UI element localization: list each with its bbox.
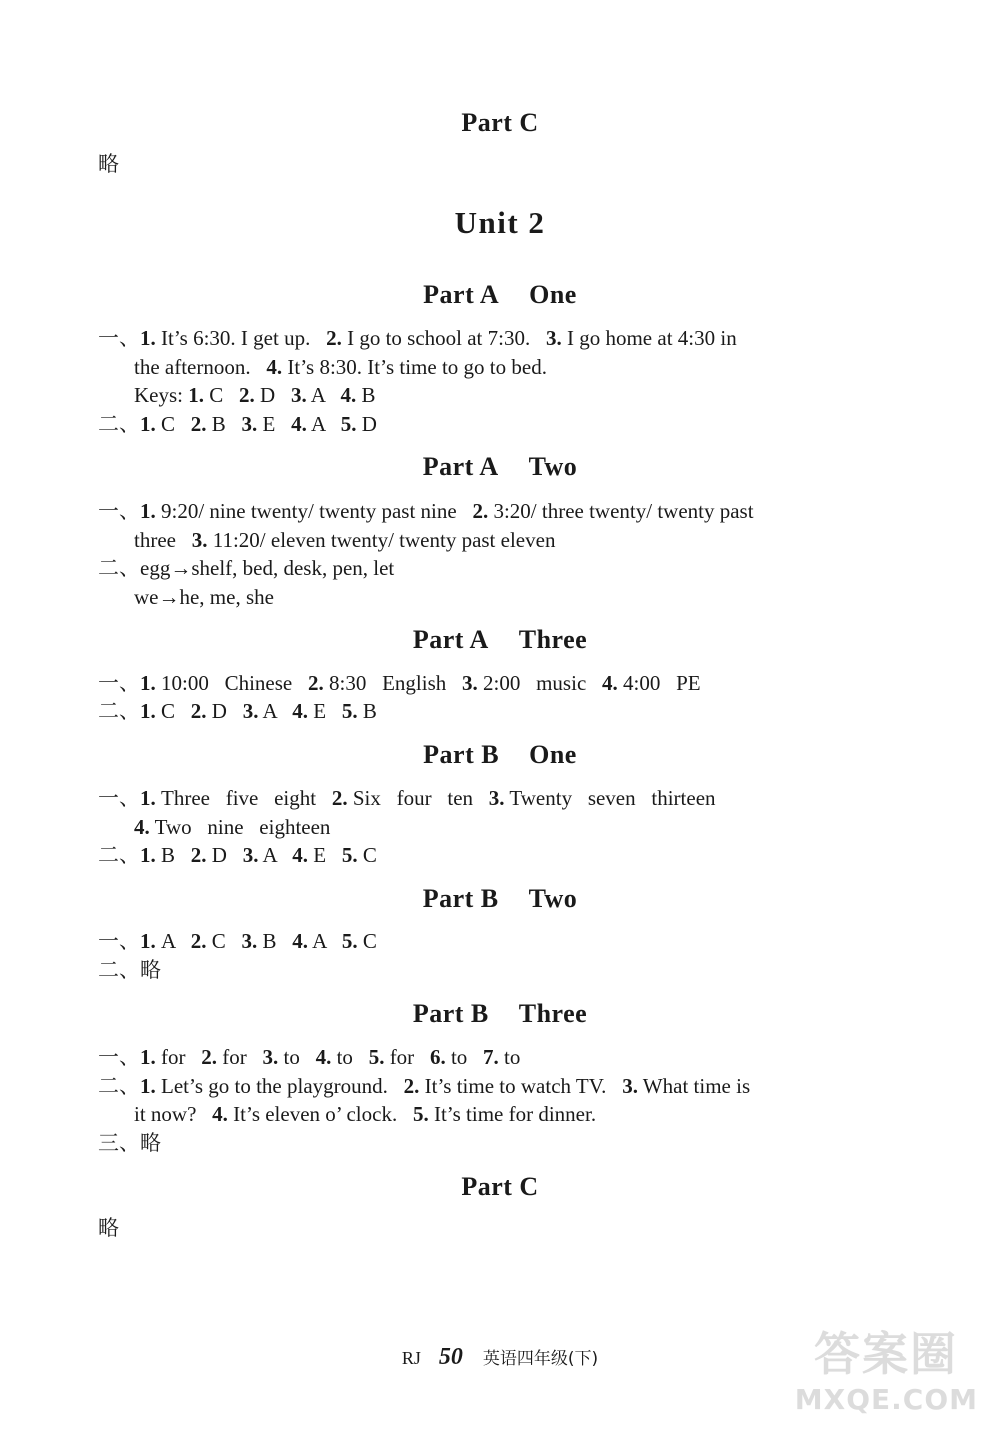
pa2-line-1 [98, 501, 754, 522]
section-marker: 一、 [98, 671, 140, 695]
heading-part: Part B [422, 884, 499, 913]
section-marker: 二、 [98, 1074, 140, 1098]
item-number: 2. [331, 786, 348, 810]
heading-part-b-three [0, 999, 1000, 1029]
section-marker: 一、 [98, 929, 140, 953]
item-answer: B [356, 383, 376, 407]
item-text: three [134, 528, 192, 552]
item-answer: E [308, 843, 342, 867]
item-number: 3. [241, 929, 258, 953]
item-number: 2. [472, 499, 489, 523]
item-number: 4. [292, 699, 309, 723]
item-number: 4. [315, 1045, 332, 1069]
item-answer: B [206, 412, 242, 436]
item-answer: C [155, 412, 191, 436]
item-number: 1. [140, 843, 156, 867]
heading-part-c-bottom: Part C [461, 1172, 539, 1201]
item-number: 1. [140, 699, 156, 723]
section-marker: 二、 [98, 958, 140, 982]
item-answer: D [356, 412, 377, 436]
item-number: 1. [140, 326, 156, 350]
item-number: 3. [488, 786, 505, 810]
item-answer: D [206, 843, 243, 867]
item-text: Let’s go to the playground. [155, 1074, 404, 1098]
item-number: 3. [242, 699, 259, 723]
section-marker: 二、 [98, 843, 140, 867]
item-number: 2. [308, 671, 324, 695]
item-answer: B [357, 699, 377, 723]
item-text: 略 [140, 958, 161, 982]
heading-sub: Three [518, 999, 588, 1028]
item-text: It’s time to watch TV. [419, 1074, 623, 1098]
item-answer: A [308, 929, 342, 953]
item-number: 1. [140, 1045, 156, 1069]
item-number: 3. [622, 1074, 638, 1098]
item-number: 1. [140, 412, 156, 436]
item-number: 2. [239, 383, 255, 407]
pa1-line-1 [98, 328, 737, 349]
heading-part: Part B [412, 999, 489, 1028]
item-answer: to [498, 1045, 521, 1069]
item-answer: to [278, 1045, 316, 1069]
section-marker: 一、 [98, 326, 140, 350]
item-text: It’s 8:30. It’s time to go to bed. [282, 355, 547, 379]
item-number: 4. [291, 412, 307, 436]
item-text: Two nine eighteen [149, 815, 331, 839]
item-number: 5. [341, 843, 358, 867]
item-number: 4. [212, 1102, 228, 1126]
item-answer: A [155, 929, 191, 953]
pb1-line-2 [134, 817, 330, 838]
item-text: 略 [140, 1131, 161, 1155]
unit-title: Unit 2 [454, 205, 546, 240]
pb1-line-3 [98, 845, 377, 866]
pb3-line-4 [98, 1133, 161, 1154]
item-number: 2. [190, 412, 207, 436]
item-answer: A [258, 699, 293, 723]
item-answer: D [206, 699, 243, 723]
item-text: 2:00 music [477, 671, 603, 695]
item-answer: A [306, 383, 341, 407]
item-number: 1. [140, 499, 156, 523]
item-text: 10:00 Chinese [155, 671, 308, 695]
item-text: the afternoon. [134, 355, 267, 379]
book-title: 英语四年级(下) [482, 1349, 599, 1369]
item-answer: B [257, 929, 293, 953]
section-marker: 二、 [98, 556, 140, 580]
item-text: egg→shelf, bed, desk, pen, let [140, 556, 395, 580]
watermark-logo [758, 1318, 978, 1416]
item-text: 3:20/ three twenty/ twenty past [488, 499, 754, 523]
item-text: It’s eleven o’ clock. [227, 1102, 413, 1126]
heading-part-a-one [0, 280, 1000, 310]
item-number: 3. [241, 412, 258, 436]
pa1-line-2 [134, 357, 547, 378]
item-number: 1. [188, 383, 204, 407]
item-number: 7. [483, 1045, 499, 1069]
heading-part-b-two [0, 884, 1000, 914]
item-answer: to [331, 1045, 369, 1069]
item-number: 1. [140, 671, 156, 695]
item-number: 4. [292, 843, 309, 867]
item-number: 6. [429, 1045, 446, 1069]
item-number: 2. [190, 929, 207, 953]
heading-part: Part B [423, 740, 500, 769]
item-number: 4. [340, 383, 357, 407]
pb3-line-1 [98, 1047, 520, 1068]
item-answer: C [155, 699, 191, 723]
item-answer: for [155, 1045, 202, 1069]
section-marker: 一、 [98, 786, 140, 810]
item-number: 3. [242, 843, 259, 867]
item-answer: A [258, 843, 293, 867]
heading-sub: Two [528, 452, 578, 481]
pa1-keys [134, 385, 376, 406]
keys-label: Keys: [134, 383, 189, 407]
pa2-line-2 [134, 530, 555, 551]
item-answer: for [217, 1045, 263, 1069]
item-number: 5. [340, 412, 357, 436]
heading-sub: Three [518, 625, 588, 654]
heading-part-a-two [0, 452, 1000, 482]
heading-part: Part A [423, 280, 500, 309]
item-number: 4. [292, 929, 309, 953]
section-marker: 一、 [98, 1045, 140, 1069]
section-marker: 二、 [98, 699, 140, 723]
item-number: 4. [602, 671, 618, 695]
item-answer: E [257, 412, 292, 436]
item-number: 3. [191, 528, 208, 552]
item-number: 2. [190, 843, 207, 867]
item-number: 3. [462, 671, 478, 695]
item-number: 5. [341, 929, 358, 953]
item-answer: D [254, 383, 291, 407]
pb3-line-2 [98, 1076, 750, 1097]
heading-part-a-three [0, 625, 1000, 655]
heading-sub: Two [528, 884, 578, 913]
item-text: Three five eight [155, 786, 332, 810]
item-answer: C [206, 929, 242, 953]
heading-sub: One [529, 280, 577, 309]
item-text: It’s time for dinner. [428, 1102, 597, 1126]
item-number: 3. [545, 326, 562, 350]
pb2-line-2 [98, 960, 161, 981]
item-number: 5. [368, 1045, 385, 1069]
item-number: 2. [190, 699, 207, 723]
item-text: it now? [134, 1102, 213, 1126]
item-text: 8:30 English [323, 671, 463, 695]
item-number: 4. [266, 355, 283, 379]
item-number: 3. [262, 1045, 279, 1069]
item-number: 2. [326, 326, 342, 350]
heading-sub: One [529, 740, 577, 769]
heading-part-b-one [0, 740, 1000, 770]
item-answer: A [306, 412, 341, 436]
item-number: 5. [341, 699, 358, 723]
pa3-line-1 [98, 673, 701, 694]
watermark-en: MXQE.COM [794, 1383, 978, 1416]
page-number: 50 [438, 1344, 463, 1370]
item-answer: C [357, 843, 377, 867]
item-number: 3. [290, 383, 307, 407]
item-text: 9:20/ nine twenty/ twenty past nine [155, 499, 473, 523]
item-text: I go home at 4:30 in [561, 326, 737, 350]
item-answer: C [357, 929, 377, 953]
item-number: 5. [412, 1102, 429, 1126]
item-text: we→he, me, she [134, 585, 274, 609]
item-answer: B [155, 843, 191, 867]
part-c-bottom-body: 略 [98, 1216, 119, 1240]
item-number: 2. [403, 1074, 420, 1098]
item-number: 1. [140, 929, 156, 953]
item-text: Six four ten [347, 786, 489, 810]
watermark-cn: 答案圈 [814, 1327, 958, 1381]
heading-part-c-top: Part C [461, 108, 539, 137]
item-text: What time is [637, 1074, 751, 1098]
item-answer: for [384, 1045, 430, 1069]
pb2-line-1 [98, 931, 377, 952]
item-answer: C [204, 383, 240, 407]
heading-part: Part A [412, 625, 489, 654]
pa3-line-2 [98, 701, 377, 722]
item-text: 11:20/ eleven twenty/ twenty past eleven [207, 528, 556, 552]
item-number: 2. [201, 1045, 217, 1069]
section-marker: 二、 [98, 412, 140, 436]
pb3-line-3 [134, 1104, 596, 1125]
item-text: Twenty seven thirteen [504, 786, 716, 810]
part-c-top-body: 略 [98, 152, 119, 176]
pa2-line-4 [134, 587, 274, 608]
item-text: 4:00 PE [617, 671, 701, 695]
heading-part: Part A [422, 452, 499, 481]
item-text: It’s 6:30. I get up. [155, 326, 327, 350]
section-marker: 三、 [98, 1131, 140, 1155]
pb1-line-1 [98, 788, 716, 809]
item-text: I go to school at 7:30. [341, 326, 546, 350]
section-marker: 一、 [98, 499, 140, 523]
item-number: 4. [134, 815, 150, 839]
item-number: 1. [140, 1074, 156, 1098]
series-code: RJ [401, 1348, 421, 1368]
item-answer: to [445, 1045, 484, 1069]
pa1-line-4 [98, 414, 377, 435]
pa2-line-3 [98, 558, 394, 579]
item-number: 1. [140, 786, 156, 810]
item-answer: E [308, 699, 342, 723]
